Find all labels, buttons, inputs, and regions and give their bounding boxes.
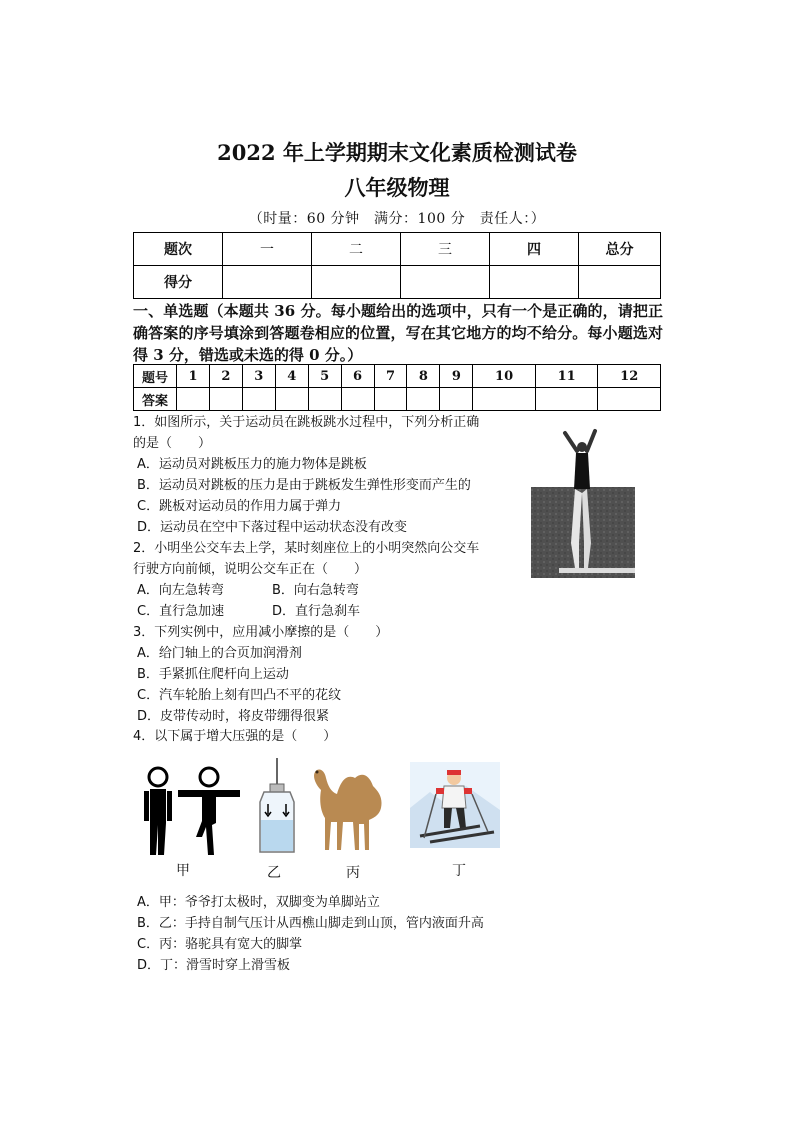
figure-caption-jia: 甲 [176, 863, 190, 879]
answer-number: 4 [275, 365, 308, 388]
question-3-option-c: C．汽车轮胎上刻有凹凸不平的花纹 [137, 688, 342, 703]
answer-cell[interactable] [341, 388, 374, 411]
score-row-label: 得分 [134, 266, 223, 299]
score-table-row [134, 266, 661, 299]
question-2-option-c: C．直行急加速 [137, 604, 225, 619]
answer-cell[interactable] [473, 388, 536, 411]
diver-photo [531, 423, 635, 578]
answer-cell[interactable] [242, 388, 275, 411]
exam-subtitle: 八年级物理 [344, 175, 450, 200]
answer-cell[interactable] [598, 388, 661, 411]
question-3-stem: 3．下列实例中，应用减小摩擦的是（ ） [133, 625, 389, 640]
barometer-bottle-illustration [256, 758, 298, 856]
question-4-option-d: D．丁：滑雪时穿上滑雪板 [137, 958, 291, 973]
answer-cell[interactable] [209, 388, 242, 411]
answer-number: 12 [598, 365, 661, 388]
taichi-figures-illustration [138, 765, 244, 860]
score-cell[interactable] [579, 266, 661, 299]
score-cell[interactable] [223, 266, 312, 299]
question-3-option-b: B．手紧抓住爬杆向上运动 [137, 667, 289, 682]
question-2-option-a: A．向左急转弯 [137, 583, 224, 598]
question-2-stem: 2．小明坐公交车去上学，某时刻座位上的小明突然向公交车 [133, 541, 480, 556]
exam-meta: （时量：60 分钟 满分：100 分 责任人：） [248, 211, 546, 227]
question-1-stem-cont: 的是（ ） [133, 436, 212, 451]
score-header-cell: 总分 [579, 233, 661, 266]
answer-row-label: 答案 [134, 388, 177, 411]
answer-number: 10 [473, 365, 536, 388]
answer-number-row [134, 365, 661, 388]
answer-cell[interactable] [440, 388, 473, 411]
answer-cell[interactable] [535, 388, 598, 411]
question-4-option-b: B．乙：手持自制气压计从西樵山脚走到山顶，管内液面升高 [137, 916, 484, 931]
skier-illustration [410, 762, 500, 848]
figure-caption-ding: 丁 [452, 863, 466, 879]
exam-title: 2022 年上学期期末文化素质检测试卷 [217, 140, 577, 165]
answer-number: 8 [407, 365, 440, 388]
question-1-option-b: B．运动员对跳板的压力是由于跳板发生弹性形变而产生的 [137, 478, 471, 493]
answer-cell[interactable] [308, 388, 341, 411]
score-header-cell: 三 [401, 233, 490, 266]
answer-cell[interactable] [374, 388, 407, 411]
question-3-option-a: A．给门轴上的合页加润滑剂 [137, 646, 302, 661]
section-heading: 一、单选题（本题共 36 分。每小题给出的选项中，只有一个是正确的，请把正确答案的序号填涂到答题卷相应的位置，写在其它地方的均不给分。每小题选对得 3 分，错选或未选的得 0 分。） [133, 302, 663, 364]
answer-number: 5 [308, 365, 341, 388]
question-2-option-b: B．向右急转弯 [272, 583, 359, 598]
answer-table [133, 364, 661, 411]
answer-number: 2 [209, 365, 242, 388]
score-header-cell: 一 [223, 233, 312, 266]
question-1-stem: 1．如图所示，关于运动员在跳板跳水过程中，下列分析正确 [133, 415, 480, 430]
answer-number: 6 [341, 365, 374, 388]
question-2-stem-cont: 行驶方向前倾，说明公交车正在（ ） [133, 562, 368, 577]
camel-illustration [307, 764, 399, 858]
answer-row [134, 388, 661, 411]
answer-number: 3 [242, 365, 275, 388]
question-1-option-d: D．运动员在空中下落过程中运动状态没有改变 [137, 520, 408, 535]
score-header-cell: 四 [490, 233, 579, 266]
figure-caption-bing: 丙 [346, 865, 360, 881]
question-1-option-c: C．跳板对运动员的作用力属于弹力 [137, 499, 342, 514]
question-4-option-c: C．丙：骆驼具有宽大的脚掌 [137, 937, 303, 952]
score-table-header-row [134, 233, 661, 266]
answer-number: 11 [535, 365, 598, 388]
question-2-option-d: D．直行急刹车 [272, 604, 361, 619]
question-3-option-d: D．皮带传动时，将皮带绷得很紧 [137, 709, 330, 724]
score-header-cell: 二 [312, 233, 401, 266]
score-cell[interactable] [490, 266, 579, 299]
answer-number: 1 [177, 365, 210, 388]
answer-cell[interactable] [275, 388, 308, 411]
question-4-option-a: A．甲：爷爷打太极时，双脚变为单脚站立 [137, 895, 380, 910]
answer-number: 9 [440, 365, 473, 388]
figure-caption-yi: 乙 [267, 865, 281, 881]
score-table [133, 232, 661, 299]
score-header-cell: 题次 [134, 233, 223, 266]
answer-row-label: 题号 [134, 365, 177, 388]
score-cell[interactable] [401, 266, 490, 299]
question-4-stem: 4．以下属于增大压强的是（ ） [133, 729, 337, 744]
score-cell[interactable] [312, 266, 401, 299]
answer-number: 7 [374, 365, 407, 388]
question-1-option-a: A．运动员对跳板压力的施力物体是跳板 [137, 457, 367, 472]
answer-cell[interactable] [407, 388, 440, 411]
answer-cell[interactable] [177, 388, 210, 411]
